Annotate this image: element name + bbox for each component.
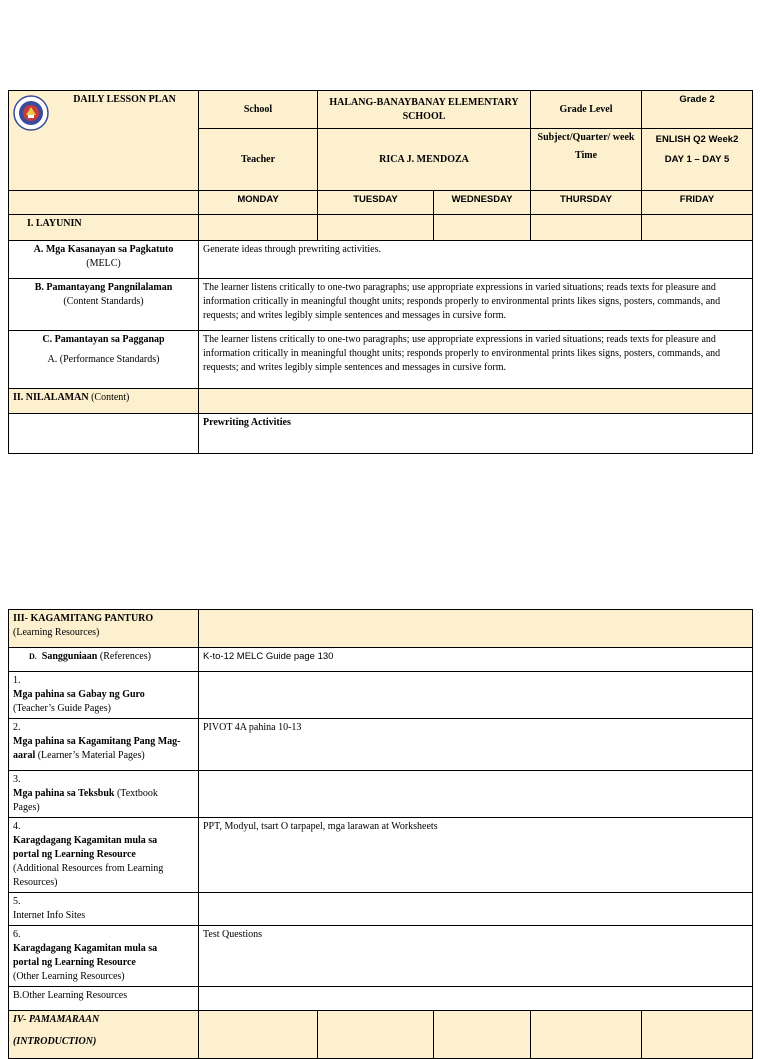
pamamaraan-heading: IV- PAMAMARAAN [13,1014,100,1025]
layunin-monday [199,215,318,241]
resource-item-5 [9,893,199,926]
nilalaman-blank [199,389,753,414]
resource-item-4-sub: (Additional Resources from Learning Resources) [13,863,164,888]
subject-value-cell [642,129,753,191]
resource-item-1-num: 1. [13,675,21,686]
time-label: Time [574,150,598,161]
nilalaman-content-blank [9,414,199,454]
resource-item-2-num: 2. [13,722,21,733]
references-sub: (References) [99,651,151,662]
other-resources-value [199,987,753,1011]
melc-label-cell [9,241,199,279]
layunin-heading: I. LAYUNIN [9,215,199,241]
performance-standards-label-cell [9,331,199,389]
pamamaraan-sub: (INTRODUCTION) [13,1036,97,1047]
resource-item-6-label: Karagdagang Kagamitan mula sa portal ng Learning Resource [13,943,158,968]
day-wednesday: WEDNESDAY [434,191,531,215]
resource-item-4-value: PPT, Modyul, tsart O tarpapel, mga larawan at Worksheets [199,818,753,893]
resource-item-1-value [199,672,753,719]
resource-item-1-sub: (Teacher’s Guide Pages) [13,703,111,714]
resource-item-3-value [199,771,753,818]
title-cell [9,91,199,191]
teacher-name: RICA J. MENDOZA [318,129,531,191]
pamamaraan-monday [199,1011,318,1059]
pamamaraan-tuesday [318,1011,434,1059]
resource-item-2 [9,719,199,771]
references-value: K-to-12 MELC Guide page 130 [199,648,753,672]
day-range: DAY 1 – DAY 5 [664,154,730,165]
lesson-plan-header-table [8,90,753,454]
resource-item-2-sub: (Learner’s Material Pages) [37,750,145,761]
day-monday: MONDAY [199,191,318,215]
melc-label: A. Mga Kasanayan sa Pagkatuto [33,244,174,255]
subject-value: ENLISH Q2 Week2 [655,134,739,145]
resource-item-6-value: Test Questions [199,926,753,987]
content-standards-label-cell [9,279,199,331]
performance-standards-label: C. Pamantayan sa Pagganap [42,334,165,345]
references-marker: D. [29,652,37,661]
resource-item-2-value: PIVOT 4A pahina 10-13 [199,719,753,771]
layunin-friday [642,215,753,241]
nilalaman-heading: II. NILALAMAN [13,392,89,403]
references-label: Sangguniaan [41,651,98,662]
resource-item-6-num: 6. [13,929,21,940]
kagamitan-heading: III- KAGAMITANG PANTURO [13,613,154,624]
content-standards-label: B. Pamantayang Pangnilalaman [34,282,173,293]
performance-standards-sub: A. (Performance Standards) [47,354,160,365]
day-tuesday: TUESDAY [318,191,434,215]
pamamaraan-thursday [531,1011,642,1059]
resource-item-3-sub: (Textbook Pages) [13,788,158,813]
nilalaman-content: Prewriting Activities [199,414,753,454]
kagamitan-sub: (Learning Resources) [13,627,100,638]
layunin-wednesday [434,215,531,241]
layunin-thursday [531,215,642,241]
content-standards-sub: (Content Standards) [63,296,144,307]
resource-item-6 [9,926,199,987]
grade-level-value: Grade 2 [642,91,753,129]
resource-item-5-num: 5. [13,896,21,907]
references-label-cell [9,648,199,672]
days-blank-cell [9,191,199,215]
resource-item-4 [9,818,199,893]
resource-item-4-num: 4. [13,821,21,832]
resource-item-3-label: Mga pahina sa Teksbuk [13,788,115,799]
other-resources-label: B.Other Learning Resources [9,987,199,1011]
day-thursday: THURSDAY [531,191,642,215]
resource-item-1-label: Mga pahina sa Gabay ng Guro [13,689,145,700]
pamamaraan-heading-cell [9,1011,199,1059]
pamamaraan-friday [642,1011,753,1059]
resource-item-4-label: Karagdagang Kagamitan mula sa portal ng Learning Resource [13,835,158,860]
content-standards-text: The learner listens critically to one-two paragraphs; use appropriate expressions in varied situations; reads texts for pleasure and information critically in meaningful thought units; responds properly to environmental prints likes signs, posters, commands, and requests; and writes legibly simple sentences and messages in cursive form. [199,279,753,331]
resource-item-3 [9,771,199,818]
resource-item-2-label: Mga pahina sa Kagamitang Pang Mag-aaral [13,736,181,761]
grade-level-label: Grade Level [531,91,642,129]
melc-text: Generate ideas through prewriting activities. [199,241,753,279]
day-friday: FRIDAY [642,191,753,215]
performance-standards-text: The learner listens critically to one-two paragraphs; use appropriate expressions in varied situations; reads texts for pleasure and information critically in meaningful thought units; responds properly to environmental prints likes signs, posters, commands, and requests; and writes legibly simple sentences and messages in cursive form. [199,331,753,389]
resource-item-6-sub: (Other Learning Resources) [13,971,125,982]
resource-item-3-num: 3. [13,774,21,785]
deped-seal-icon [13,95,49,131]
layunin-tuesday [318,215,434,241]
pamamaraan-wednesday [434,1011,531,1059]
resource-item-5-label: Internet Info Sites [13,910,86,921]
kagamitan-heading-cell [9,610,199,648]
resource-item-1 [9,672,199,719]
learning-resources-table [8,609,753,1059]
teacher-label: Teacher [199,129,318,191]
melc-sub: (MELC) [86,258,121,269]
resource-item-5-value [199,893,753,926]
document-title: DAILY LESSON PLAN [73,94,176,105]
kagamitan-blank [199,610,753,648]
nilalaman-heading-cell [9,389,199,414]
school-name: HALANG-BANAYBANAY ELEMENTARY SCHOOL [318,91,531,129]
subject-label: Subject/Quarter/ week [537,132,635,143]
school-label: School [199,91,318,129]
subject-time-label-cell [531,129,642,191]
nilalaman-sub: (Content) [91,392,130,403]
